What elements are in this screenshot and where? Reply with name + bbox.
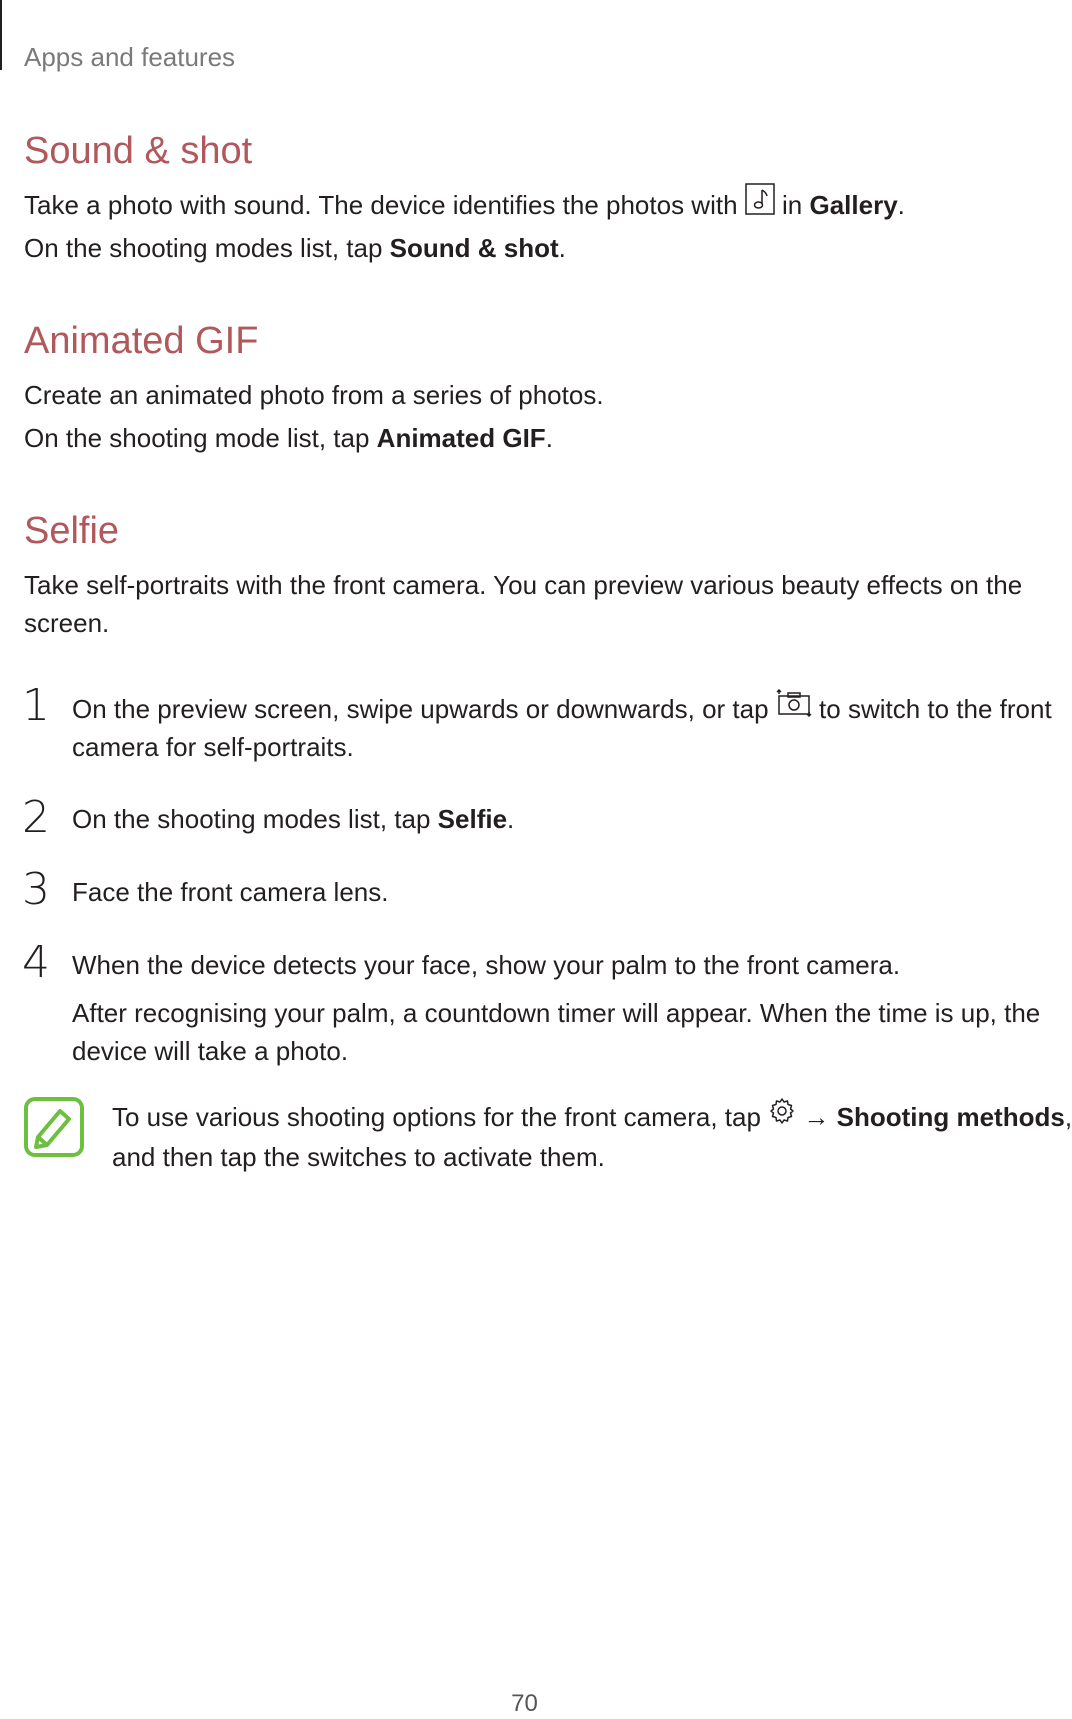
gif-instruction xyxy=(24,419,553,457)
switch-camera-icon xyxy=(776,689,812,727)
animated-gif-label: Animated GIF xyxy=(376,423,546,453)
note-pencil-icon xyxy=(24,1097,84,1157)
step-3-text: Face the front camera lens. xyxy=(72,877,389,907)
note-line2: and then tap the switches to activate them. xyxy=(112,1142,605,1173)
note-arrow: → xyxy=(803,1102,830,1132)
gif-line2-text: On the shooting mode list, tap xyxy=(24,423,370,453)
note-line1 xyxy=(112,1098,1072,1138)
note-text xyxy=(112,1098,1072,1176)
step-1-text: On the preview screen, swipe upwards or downwards, or tap xyxy=(72,694,769,724)
section-title-animated-gif: Animated GIF xyxy=(24,320,259,362)
step-4-text: When the device detects your face, show your palm to the front camera. xyxy=(72,950,901,980)
section-title-selfie: Selfie xyxy=(24,510,120,552)
step-number-3: 3 xyxy=(22,864,50,915)
selfie-intro-line2: screen. xyxy=(24,608,110,638)
sound-line1-text: Take a photo with sound. The device identifies the photos with xyxy=(24,190,738,220)
gif-line2-period: . xyxy=(545,423,553,453)
sound-line2-text: On the shooting modes list, tap xyxy=(24,233,383,263)
header-rule xyxy=(0,0,2,70)
gif-description: Create an animated photo from a series of photos. xyxy=(24,380,604,410)
music-note-icon xyxy=(745,183,775,225)
gear-icon xyxy=(768,1097,796,1135)
step-2-pre: On the shooting modes list, tap xyxy=(72,804,431,834)
selfie-intro-line1: Take self-portraits with the front camera. You can preview various beauty effects on the xyxy=(24,570,1023,600)
sound-shot-description xyxy=(24,186,905,228)
sound-line1-period: . xyxy=(897,190,905,220)
sound-line2-period: . xyxy=(558,233,566,263)
gallery-label: Gallery xyxy=(809,190,898,220)
step-number-2: 2 xyxy=(22,792,50,843)
step-1-text-post: to switch to the front xyxy=(819,694,1052,724)
step-number-1: 1 xyxy=(22,680,50,731)
step-4-sub-line1: After recognising your palm, a countdown timer will appear. When the time is up, the xyxy=(72,998,1041,1028)
note-pre: To use various shooting options for the front camera, tap xyxy=(112,1102,761,1132)
page-header: Apps and features xyxy=(24,42,236,72)
sound-shot-label: Sound & shot xyxy=(389,233,559,263)
sound-shot-instruction xyxy=(24,229,566,267)
note-comma: , xyxy=(1064,1102,1072,1132)
step-4-sub-line2: device will take a photo. xyxy=(72,1036,349,1066)
sound-line1-in: in xyxy=(782,190,803,220)
section-title-sound-shot: Sound & shot xyxy=(24,130,253,172)
page-number: 70 xyxy=(511,1690,538,1717)
step-1-line1 xyxy=(72,690,1052,730)
step-2-period: . xyxy=(507,804,515,834)
step-1-line2: camera for self-portraits. xyxy=(72,732,354,762)
selfie-label: Selfie xyxy=(437,804,508,834)
shooting-methods-label: Shooting methods xyxy=(836,1102,1065,1132)
step-number-4: 4 xyxy=(22,937,50,988)
step-2-text xyxy=(72,800,514,838)
